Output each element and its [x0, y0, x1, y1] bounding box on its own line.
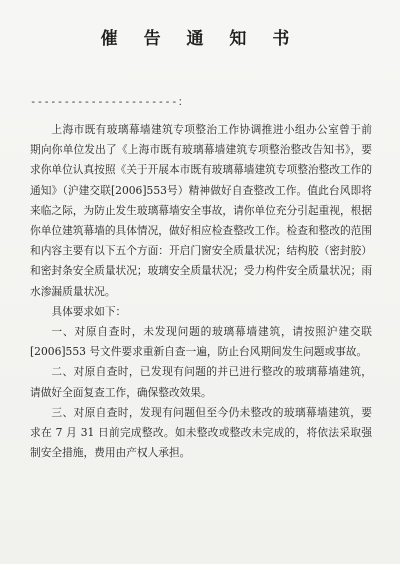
requirements-heading: 具体要求如下：: [51, 304, 127, 318]
document-body: [30, 120, 372, 463]
requirement-item-2: 二、对原自查时，已发现有问题的并已进行整改的玻璃幕墙建筑，请做好全面复查工作，确保整改效果。: [30, 365, 372, 399]
requirement-item-3: 三、对原自查时，发现有问题但至今仍未整改的玻璃幕墙建筑，要求在 7 月 31 日前完成整改。如未整改或整改未完成的，将依法采取强制安全措施，费用由产权人承担。: [30, 405, 372, 460]
intro-paragraph: 上海市既有玻璃幕墙建筑专项整治工作协调推进小组办公室曾于前期向你单位发出了《上海市既有玻璃幕墙建筑专项整治整改告知书》，要求你单位认真按照《关于开展本市既有玻璃幕墙建筑专项整治整改工作的通知》（沪建交联[2006]553号）精神做好自查整改工作。值此台风即将来临之际，为防止发生玻璃幕墙安全事故，请你单位充分引起重视，根据你单位建筑幕墙的具体情况，做好相应检查整改工作。检查和整改的范围和内容主要有以下五个方面：开启门窗安全质量状况；结构胶（密封胶）和密封条安全质量状况；玻璃安全质量状况；受力构件安全质量状况；雨水渗漏质量状况。: [30, 123, 373, 298]
document-title: 催 告 通 知 书: [100, 29, 300, 49]
recipient-blank-line: ----------------------：: [30, 96, 189, 108]
requirement-item-1: 一、对原自查时，未发现问题的玻璃幕墙建筑，请按照沪建交联[2006]553 号文件要求重新自查一遍，防止台风期间发生问题或事故。: [30, 325, 372, 359]
